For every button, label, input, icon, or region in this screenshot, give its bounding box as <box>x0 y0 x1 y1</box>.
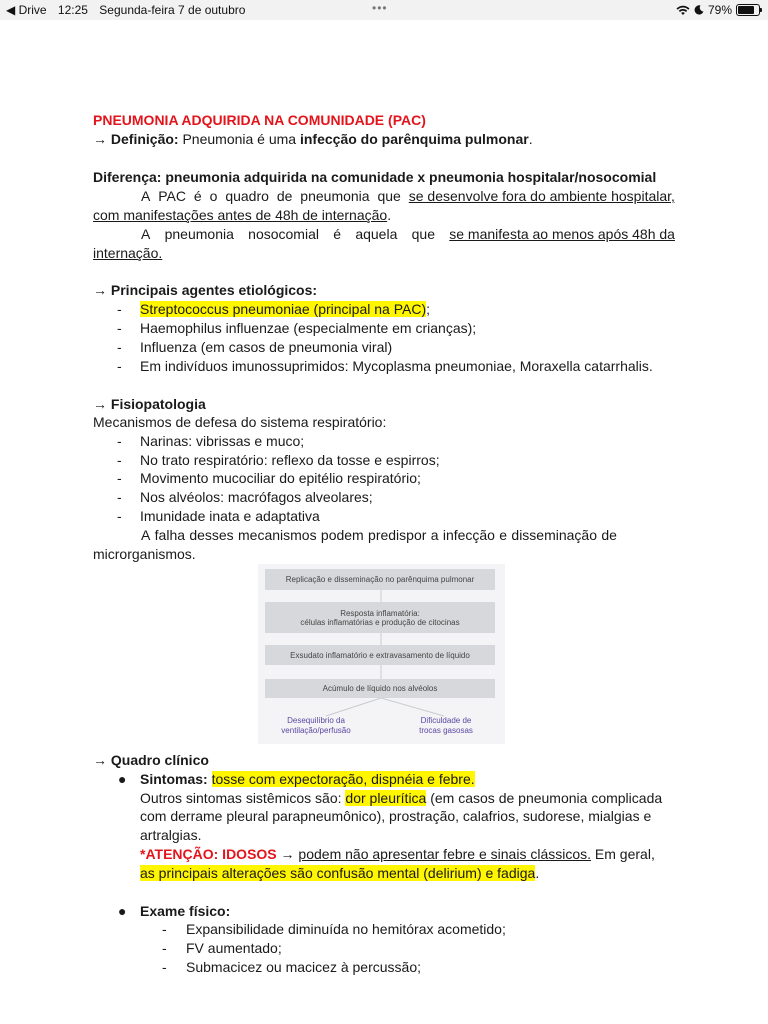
do-not-disturb-moon-icon <box>694 5 704 15</box>
pac-word: quadro <box>225 188 269 204</box>
fisio-word: A <box>141 527 151 543</box>
diagram-box-text: Resposta inflamatória: <box>340 608 420 618</box>
diagram-box-replication <box>265 569 495 590</box>
connector-line <box>326 698 381 716</box>
fisio-word: e <box>499 527 508 543</box>
fisio-paragraph-line1 <box>141 526 617 545</box>
fisio-word: a <box>430 527 439 543</box>
list-item: Expansibilidade diminuída no hemitórax acometido; <box>186 921 506 937</box>
quadro-clinico-heading: → Quadro clínico <box>93 752 209 768</box>
fisio-word: infecção <box>442 527 495 543</box>
diagram-box-fluid-accumulation <box>265 679 495 698</box>
list-item: Movimento mucociliar do epitélio respiratório; <box>140 470 421 486</box>
list-dash: - <box>117 339 122 355</box>
definition-arrow: → <box>93 131 111 147</box>
diagram-box-text: Replicação e disseminação no parênquima pulmonar <box>285 575 475 584</box>
atencao-highlighted: as principais alterações são confusão mental (delirium) e fadiga <box>140 865 536 881</box>
list-dash: - <box>117 301 122 317</box>
fisio-word: falha <box>154 527 186 543</box>
sintomas-label: Sintomas: <box>140 771 208 787</box>
diagram-outcome-vq-mismatch <box>261 716 371 736</box>
pac-word: de <box>276 188 293 204</box>
outros-highlighted: dor pleurítica <box>345 790 427 806</box>
pac-paragraph-line2 <box>93 206 391 225</box>
pac-word: o <box>209 188 218 204</box>
fisiopatologia-heading: → Fisiopatologia <box>93 396 206 412</box>
back-to-drive-button[interactable]: ◀ Drive <box>6 3 47 17</box>
list-dash: - <box>117 489 122 505</box>
list-dash: - <box>117 508 122 524</box>
pac-paragraph-line1 <box>141 187 675 206</box>
battery-percentage: 79% <box>707 3 732 17</box>
atencao-end: Em geral, <box>591 846 655 862</box>
diagram-box-text: Acúmulo de líquido nos alvéolos <box>322 684 438 693</box>
list-dash: - <box>162 921 167 937</box>
outros-sintomas-line1 <box>140 789 662 808</box>
list-item: Nos alvéolos: macrófagos alveolares; <box>140 489 373 505</box>
pac-word: PAC <box>158 188 186 204</box>
pac-line2-end: . <box>387 207 392 223</box>
outros-sintomas-line3: artralgias. <box>140 827 202 843</box>
fisio-word: desses <box>189 527 234 543</box>
definition-label: Definição: <box>110 131 179 147</box>
list-dash: - <box>117 358 122 374</box>
pac-underlined-text: se desenvolve fora do ambiente hospitalar, <box>408 188 675 204</box>
noso-underlined-text: se manifesta ao menos após 48h da <box>449 226 675 242</box>
noso-word: A <box>141 226 151 242</box>
atencao-line1 <box>140 845 655 864</box>
multitasking-dots-icon[interactable]: ••• <box>372 1 388 15</box>
noso-word: é <box>333 226 342 242</box>
fisio-word: de <box>601 527 617 543</box>
atencao-arrow: → <box>276 846 299 862</box>
status-time: 12:25 <box>57 3 88 17</box>
fisio-word: predispor <box>368 527 427 543</box>
connector-line <box>381 698 444 716</box>
diagram-box-text: células inflamatórias e produção de citocinas <box>300 617 460 627</box>
list-item: Influenza (em casos de pneumonia viral) <box>140 339 393 355</box>
sintomas-line <box>140 770 475 789</box>
diagram-box-text: Exsudato inflamatório e extravasamento de líquido <box>290 650 470 660</box>
bullet-icon: ● <box>118 903 127 919</box>
diagram-outcome-text: ventilação/perfusão <box>281 726 351 735</box>
pac-line2-underlined: com manifestações antes de 48h de internação <box>93 207 388 223</box>
atencao-highlighted-end: . <box>535 865 540 881</box>
status-date: Segunda-feira 7 de outubro <box>99 3 246 17</box>
nosocomial-paragraph-line2: internação. <box>93 245 163 261</box>
list-item: Haemophilus influenzae (especialmente em crianças); <box>140 320 477 336</box>
diagram-outcome-text: Dificuldade de <box>420 716 472 725</box>
diagram-outcome-text: trocas gasosas <box>419 726 473 735</box>
outros-text: Outros sintomas sistêmicos são: <box>140 790 346 806</box>
pac-word: que <box>377 188 401 204</box>
page-title: PNEUMONIA ADQUIRIDA NA COMUNIDADE (PAC) <box>93 112 426 128</box>
list-dash: - <box>117 320 122 336</box>
status-bar <box>0 0 768 20</box>
definition-text: Pneumonia é uma <box>178 131 300 147</box>
list-dash: - <box>117 470 122 486</box>
status-bar-left <box>6 3 253 17</box>
list-item: No trato respiratório: reflexo da tosse e espirros; <box>140 452 440 468</box>
noso-word: que <box>411 226 435 242</box>
list-item: Narinas: vibrissas e muco; <box>140 433 305 449</box>
fisiopatologia-intro: Mecanismos de defesa do sistema respiratório: <box>93 414 387 430</box>
definition-end: . <box>528 131 533 147</box>
list-item <box>140 300 430 319</box>
outros-sintomas-line2: com derrame pleural parapneumônico), prostração, calafrios, sudorese, mialgias e <box>140 808 652 824</box>
exame-fisico-label: Exame físico: <box>140 903 231 919</box>
pac-word: é <box>193 188 202 204</box>
status-bar-right <box>676 3 760 17</box>
pathophysiology-diagram <box>258 564 505 744</box>
list-dash: - <box>162 959 167 975</box>
difference-heading: Diferença: pneumonia adquirida na comunidade x pneumonia hospitalar/nosocomial <box>93 169 657 185</box>
list-item: Imunidade inata e adaptativa <box>140 508 320 524</box>
sintomas-highlighted: tosse com expectoração, dispnéia e febre. <box>211 771 475 787</box>
list-item: Em indivíduos imunossuprimidos: Mycoplasma pneumoniae, Moraxella catarrhalis. <box>140 358 653 374</box>
agent-highlighted: Streptococcus pneumoniae (principal na PAC) <box>140 301 427 317</box>
diagram-box-inflammatory-response <box>265 602 495 633</box>
atencao-underlined: podem não apresentar febre e sinais clássicos. <box>298 846 592 862</box>
bullet-icon: ● <box>118 771 127 787</box>
list-dash: - <box>117 433 122 449</box>
wifi-icon <box>676 5 690 16</box>
pac-word: A <box>141 188 151 204</box>
diagram-box-exudate <box>265 645 495 665</box>
list-dash: - <box>162 940 167 956</box>
battery-icon <box>736 4 760 16</box>
noso-word: aquela <box>355 226 398 242</box>
battery-fill <box>738 6 754 14</box>
list-item: Submacicez ou macicez à percussão; <box>186 959 421 975</box>
list-item: FV aumentado; <box>186 940 282 956</box>
fisio-paragraph-line2: microrganismos. <box>93 546 196 562</box>
definition-bold: infecção do parênquima pulmonar <box>299 131 529 147</box>
agent-highlighted-end: ; <box>426 301 431 317</box>
nosocomial-paragraph-line1 <box>141 225 675 244</box>
fisio-word: podem <box>320 527 364 543</box>
atencao-line2 <box>140 864 539 883</box>
noso-word: nosocomial <box>248 226 319 242</box>
diagram-outcome-gas-exchange <box>391 716 501 736</box>
outros-text: (em casos de pneumonia complicada <box>426 790 663 806</box>
pac-word: pneumonia <box>300 188 370 204</box>
diagram-outcome-text: Desequilíbrio da <box>287 716 345 725</box>
atencao-label: *ATENÇÃO: IDOSOS <box>140 846 277 862</box>
noso-word: pneumonia <box>164 226 234 242</box>
agents-heading: → Principais agentes etiológicos: <box>93 282 318 298</box>
fisio-word: disseminação <box>511 527 598 543</box>
list-dash: - <box>117 452 122 468</box>
fisio-word: mecanismos <box>238 527 317 543</box>
definition-line <box>93 130 533 149</box>
